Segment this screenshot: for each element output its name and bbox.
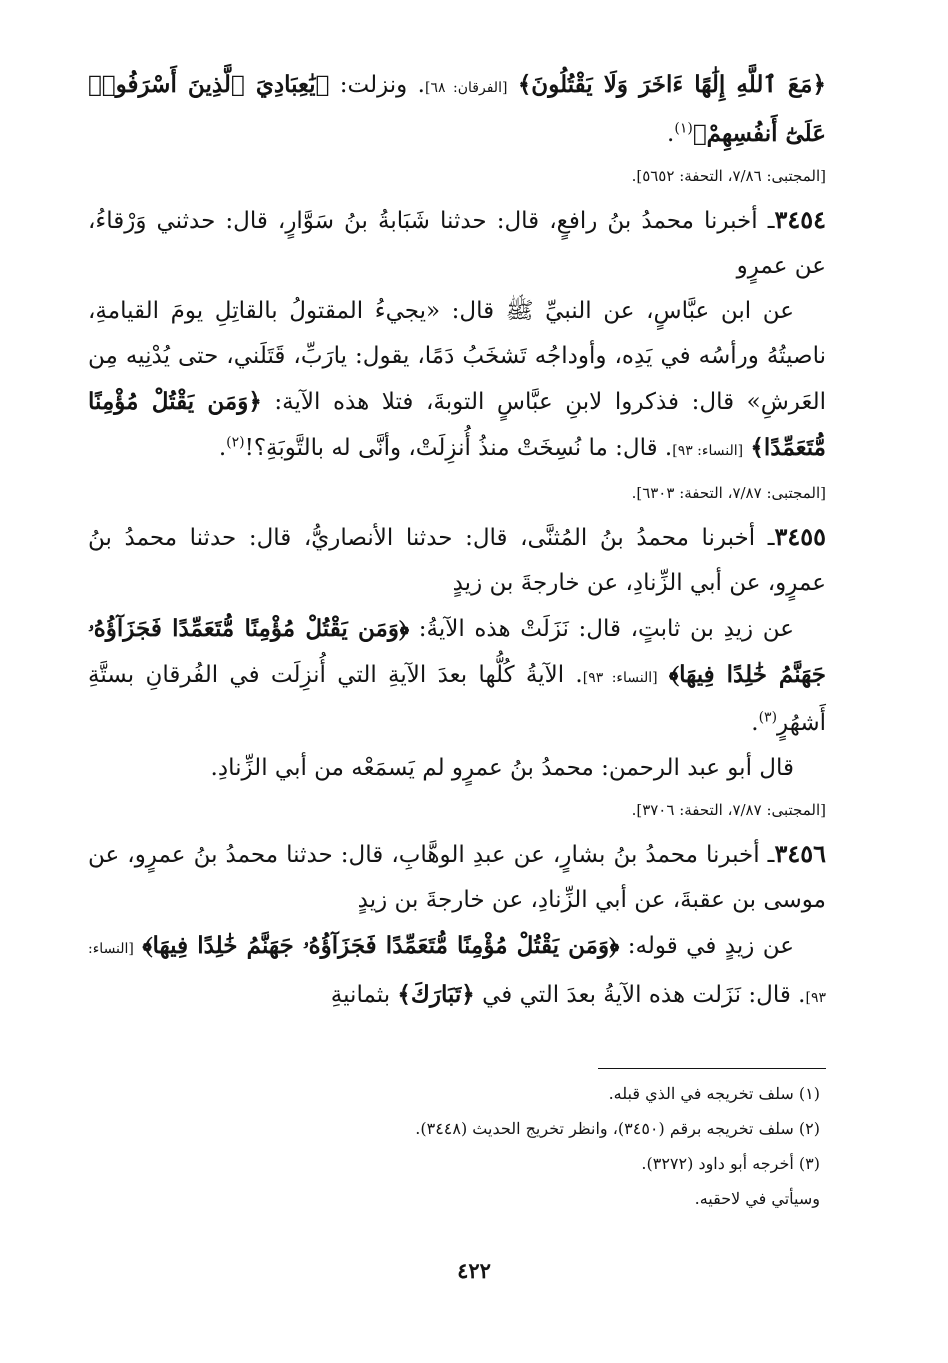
- isnad: ـ أخبرنا محمدُ بنُ المُثنَّى، قال: حدثنا الأنصاريُّ، قال: حدثنا محمدُ بنُ عمرٍو، عن أبي الزِّنادِ، عن خارجةَ بن زيدٍ: [88, 525, 826, 596]
- isnad: ـ أخبرنا محمدُ بنُ بشارٍ، عن عبدِ الوهَّابِ، قال: حدثنا محمدُ بنُ عمرٍو، عن موسى بن عقبةَ، عن أبي الزِّنادِ، عن خارجةَ بن زيدٍ: [88, 842, 826, 913]
- quran-verse: ﴿وَمَن يَقْتُلْ مُؤْمِنًا مُّتَعَمِّدًا فَجَزَآؤُهُۥ جَهَنَّمُ خَٰلِدًا فِيهَا﴾: [142, 932, 620, 959]
- quran-verse: ﴿وَمَن يَقْتُلْ مُؤْمِنًا مُّتَعَمِّدًا فَجَزَآؤُهُۥ جَهَنَّمُ خَٰلِدًا فِيهَا﴾: [88, 615, 826, 688]
- verse-source: [النساء: ٩٣]: [582, 670, 658, 686]
- hadith-3456: [88, 831, 826, 923]
- footnote: (٢) سلف تخريجه برقم (٣٤٥٠)، وانظر تخريج الحديث (٣٤٤٨).: [415, 1119, 820, 1138]
- paragraph-continuation: ﴿مَعَ ٱللَّهِ إِلَٰهًا ءَاخَرَ وَلَا يَقْتُلُونَ﴾ [الفرقان: ٦٨]. ونزلت: ﴿يَٰعِبَادِيَ ٱلَّذِينَ أَسْرَفُوا۟ عَلَىٰٓ أَنفُسِهِمْ﴾$^{(١)}$.: [88, 71, 826, 147]
- hadith-matn: عن ابن عبَّاسٍ، عن النبيِّ ﷺ قال: «يجيءُ المقتولُ بالقاتِلِ يومَ القيامةِ، ناصيتُهُ ورأسُه في يَدِه، وأوداجُه تَشخَبُ دَمًا، يقول: يارَبِّ، قَتَلَني، حتى يُدْنِيه مِن العَرشِ» قال: فذكروا لابنِ عبَّاسٍ التوبةَ، فتلا هذه الآية: ﴿وَمَن يَقْتُلْ مُؤْمِنًا مُّتَعَمِّدًا﴾ [النساء: ٩٣]. قال: ما نُسِخَتْ منذُ أُنزِلَتْ، وأنَّى له بالتَّوبَةِ؟!$^{(٢)}$.: [88, 298, 826, 461]
- verse-source: [النساء: ٩٣]: [672, 443, 744, 459]
- footnote-ref: (٢): [226, 434, 245, 451]
- hadith-3455: [88, 514, 826, 606]
- isnad: ـ أخبرنا محمدُ بنُ رافعٍ، قال: حدثنا شَبَابةُ بنُ سَوَّارٍ، قال: حدثني وَرْقاءُ، عن عمرٍو: [88, 208, 826, 279]
- footnote: وسيأتي في لاحقيه.: [694, 1189, 820, 1208]
- page-number: ٤٢٢: [457, 1258, 491, 1283]
- hadith-matn: عن زيدِ بن ثابتٍ، قال: نَزَلَتْ هذه الآيةُ: ﴿وَمَن يَقْتُلْ مُؤْمِنًا مُّتَعَمِّدًا فَجَزَآؤُهُۥ جَهَنَّمُ خَٰلِدًا فِيهَا﴾ [النساء: ٩٣]. الآيةُ كُلُّها بعدَ الآيةِ التي أُنزِلَت في الفُرقانِ بستَّةِ أَشهُرٍ$^{(٣)}$.: [88, 615, 826, 736]
- main-text: [88, 62, 826, 1021]
- hadith-3454: [88, 197, 826, 289]
- hadith-number: ٣٤٥٤: [774, 205, 826, 234]
- footnote: (١) سلف تخريجه في الذي قبله.: [608, 1084, 820, 1103]
- quran-verse: ﴿وَمَن يَقْتُلْ مُؤْمِنًا مُّتَعَمِّدًا﴾: [88, 388, 826, 461]
- footnotes: [120, 1076, 820, 1216]
- footnote-divider: [598, 1068, 826, 1069]
- hadith-number: ٣٤٥٦: [774, 839, 826, 868]
- reference-line: [المجتبى: ٧/٨٧، التحفة: ٦٣٠٣].: [631, 484, 826, 502]
- footnote-ref: (٣): [758, 709, 778, 726]
- quran-verse: ﴿يَٰعِبَادِيَ ٱلَّذِينَ أَسْرَفُوا۟ عَلَىٰٓ أَنفُسِهِمْ﴾: [88, 71, 826, 147]
- hadith-matn: عن زيدٍ في قوله: ﴿وَمَن يَقْتُلْ مُؤْمِنًا مُّتَعَمِّدًا فَجَزَآؤُهُۥ جَهَنَّمُ خَٰلِدًا فِيهَا﴾ [النساء: ٩٣]. قال: نَزَلت هذه الآيةُ بعدَ التي في ﴿تَبَارَكَ﴾ بثمانيةِ: [88, 932, 826, 1008]
- verse-source: [النساء: ٩٣]: [88, 941, 826, 1006]
- author-comment: قال أبو عبد الرحمن: محمدُ بنُ عمرٍو لم يَسمَعْه من أبي الزِّنادِ.: [210, 755, 794, 781]
- verse-source: [الفرقان: ٦٨]: [424, 80, 508, 96]
- quran-verse: ﴿مَعَ ٱللَّهِ إِلَٰهًا ءَاخَرَ وَلَا يَقْتُلُونَ﴾: [517, 71, 826, 98]
- footnote-ref: (١): [674, 120, 693, 137]
- footnote: (٣) أخرجه أبو داود (٣٢٧٢).: [641, 1154, 820, 1173]
- hadith-number: ٣٤٥٥: [774, 522, 826, 551]
- quran-verse: ﴿تَبَارَكَ﴾: [397, 981, 475, 1008]
- reference-line: [المجتبى: ٧/٨٦، التحفة: ٥٦٥٢].: [631, 167, 826, 185]
- reference-line: [المجتبى: ٧/٨٧، التحفة: ٣٧٠٦].: [631, 801, 826, 819]
